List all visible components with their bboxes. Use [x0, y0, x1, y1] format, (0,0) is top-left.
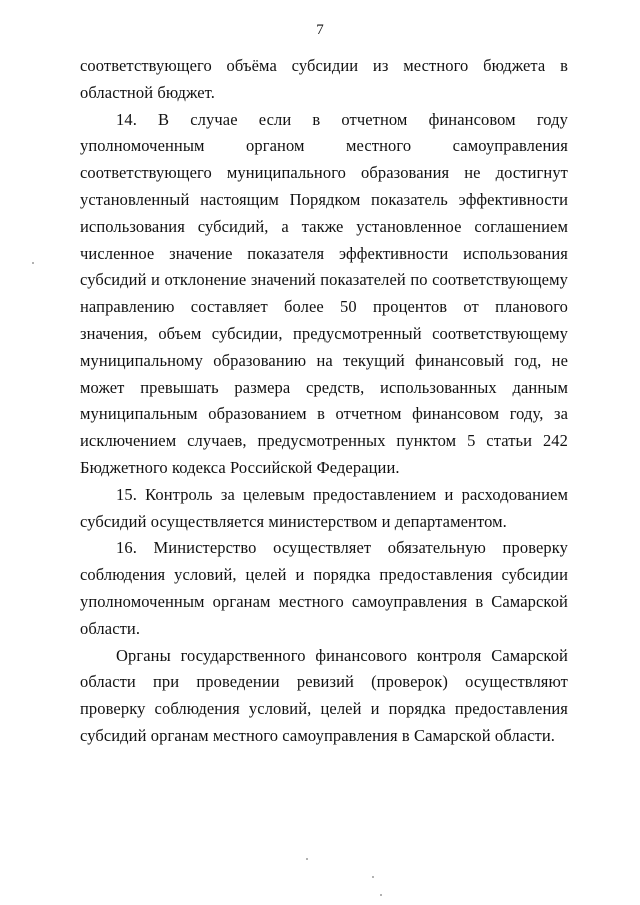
paragraph-16: 16. Министерство осуществляет обязательную проверку соблюдения условий, целей и порядка предоставления субсидии уполномоченным органам местного самоуправления в Самарской области. — [80, 538, 568, 638]
paragraph-15: 15. Контроль за целевым предоставлением и расходованием субсидий осуществляется министерством и департаментом. — [80, 484, 568, 531]
paragraph-control-bodies: Органы государственного финансового контроля Самарской области при проведении ревизий (проверок) осуществляют проверку соблюдения условий, целей и порядка предоставления субсидий органам местного самоуправления в Самарской области. — [80, 645, 568, 745]
paragraph-14: 14. В случае если в отчетном финансовом году уполномоченным органом местного самоуправления соответствующего муниципального образования не достигнут установленный настоящим Порядком показатель эффективности использования субсидий, а также установленное соглашением численное значение показателя эффективности использования субсидий и отклонение значений показателей по соответствующему направлению составляет более 50 процентов от планового значения, объем субсидии, предусмотренный соответствующему муниципальному образованию на текущий финансовый год, не может превышать размера средств, использованных данным муниципальным образованием в отчетном финансовом году, за исключением случаев, предусмотренных пунктом 5 статьи 242 Бюджетного кодекса Российской Федерации. — [80, 109, 568, 477]
scan-speck — [372, 876, 374, 878]
page-number: 7 — [316, 22, 324, 38]
scan-speck — [32, 262, 34, 264]
scan-speck — [306, 858, 308, 860]
scan-speck — [380, 894, 382, 896]
paragraph-continuation: соответствующего объёма субсидии из местного бюджета в областной бюджет. — [80, 56, 568, 102]
document-body — [80, 53, 568, 750]
